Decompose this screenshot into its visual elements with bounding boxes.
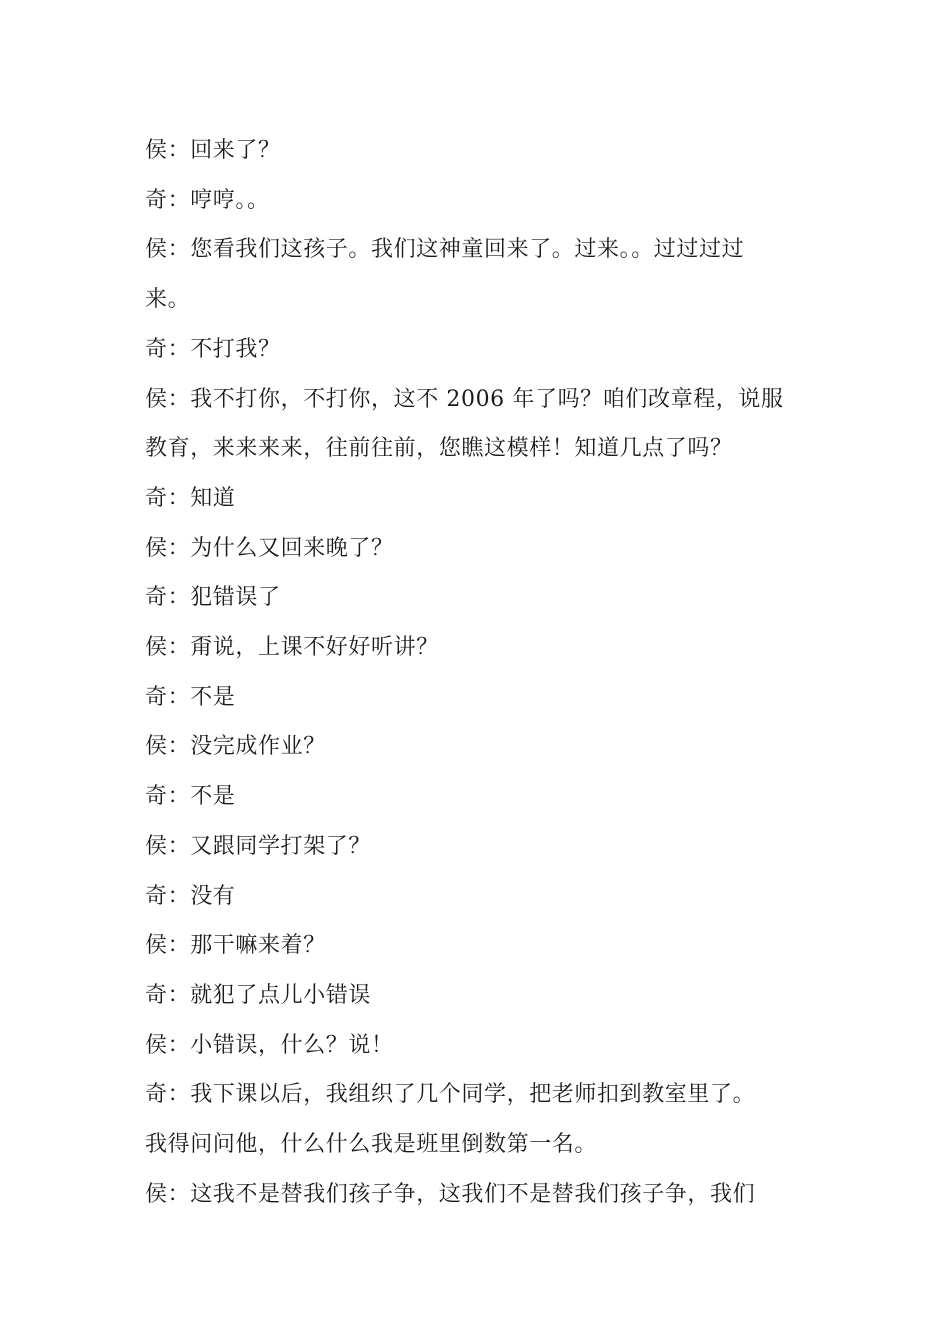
text-line: 我得问问他，什么什么我是班里倒数第一名。 bbox=[145, 1132, 598, 1158]
text-line: 侯：我不打你，不打你，这不 2006 年了吗？咱们改章程，说服 bbox=[145, 386, 784, 412]
text-line: 侯：回来了？ bbox=[145, 138, 281, 163]
text-line: 侯：这我不是替我们孩子争，这我们不是替我们孩子争，我们 bbox=[145, 1181, 756, 1207]
text-line: 侯：又跟同学打架了？ bbox=[145, 833, 372, 859]
text-line: 来。 bbox=[145, 287, 191, 313]
text-line: 侯：您看我们这孩子。我们这神童回来了。过来。。过过过过 bbox=[145, 237, 745, 263]
text-line: 奇：就犯了点儿小错误 bbox=[145, 982, 372, 1008]
text-line: 奇：不是 bbox=[145, 684, 236, 710]
text-line: 侯：那干嘛来着？ bbox=[145, 933, 326, 959]
text-line: 奇：我下课以后，我组织了几个同学，把老师扣到教室里了。 bbox=[145, 1082, 756, 1108]
text-line: 侯：没完成作业？ bbox=[145, 734, 326, 760]
dialogue-text bbox=[145, 126, 815, 1219]
text-line: 侯：甭说，上课不好好听讲？ bbox=[145, 635, 439, 661]
text-line: 奇：不打我？ bbox=[145, 336, 281, 362]
text-line: 教育，来来来来，往前往前，您瞧这模样！知道几点了吗？ bbox=[145, 436, 733, 462]
text-line: 侯：为什么又回来晚了？ bbox=[145, 535, 394, 561]
text-line: 奇：哼哼。。 bbox=[145, 187, 270, 213]
text-line: 侯：小错误，什么？说！ bbox=[145, 1032, 394, 1058]
text-line: 奇：不是 bbox=[145, 784, 236, 810]
text-line: 奇：知道 bbox=[145, 485, 236, 511]
text-line: 奇：没有 bbox=[145, 883, 236, 909]
text-line: 奇：犯错误了 bbox=[145, 585, 281, 611]
